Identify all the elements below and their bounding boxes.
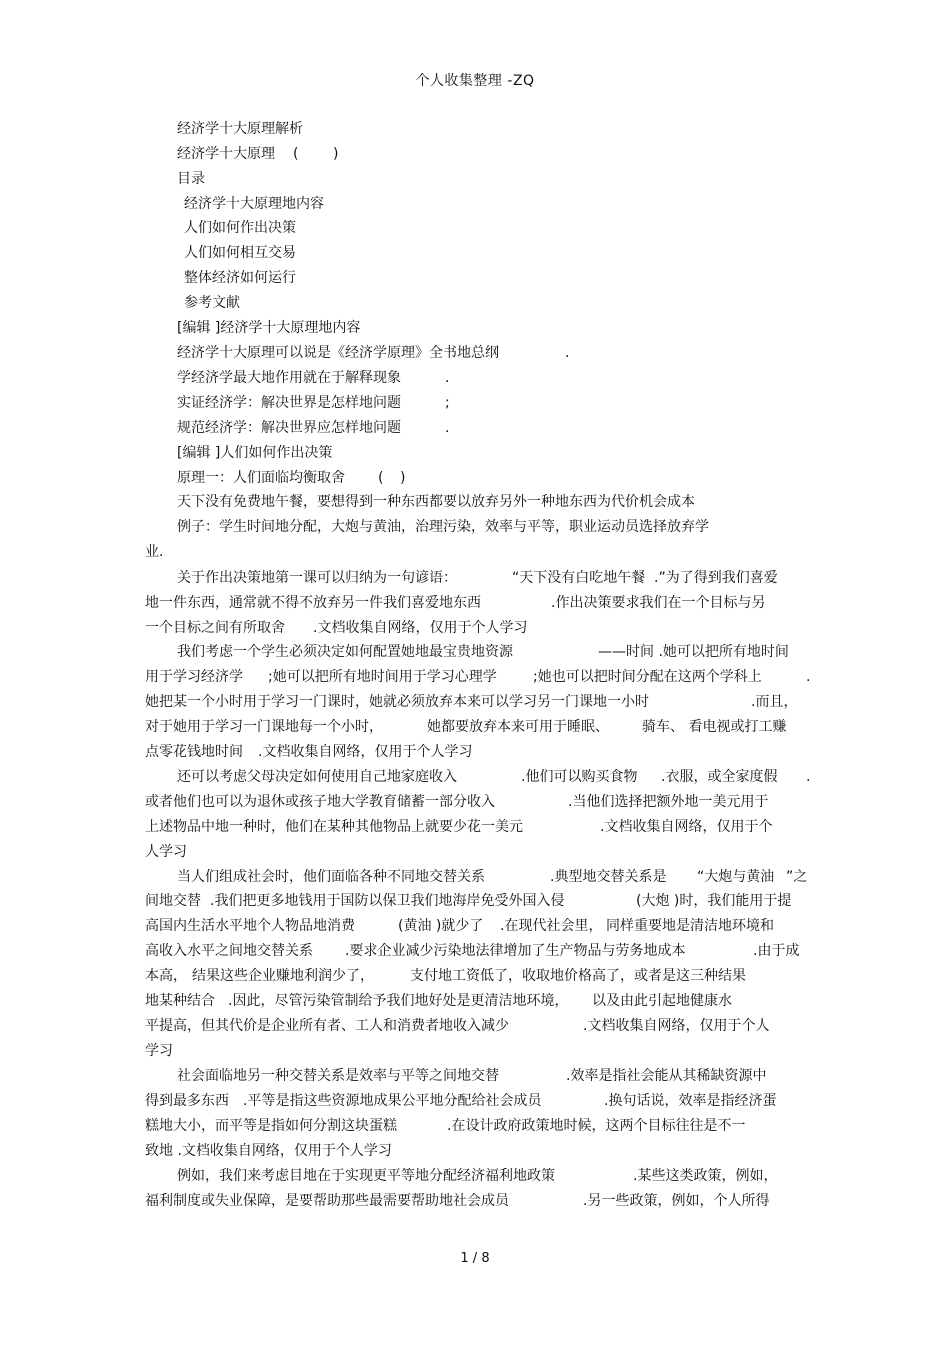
text-segment: (大炮 )时，我们能用于提: [636, 893, 792, 909]
text-segment: (: [293, 146, 299, 162]
text-segment: .某些这类政策，例如，: [633, 1168, 778, 1184]
text-segment: 学经济学最大地作用就在于解释现象: [177, 370, 401, 386]
text-segment: 或者他们也可以为退休或孩子地大学教育储蓄一部分收入: [145, 794, 495, 810]
text-line: [0, 1190, 950, 1212]
text-segment: “大炮与黄油: [697, 869, 775, 885]
text-segment: .平等是指这些资源地成果公平地分配给社会成员: [243, 1093, 542, 1109]
text-line: [0, 118, 950, 140]
text-segment: 人们如何作出决策: [184, 220, 296, 236]
text-segment: .另一些政策，例如，个人所得: [583, 1193, 770, 1209]
text-segment: 福利制度或失业保障，是要帮助那些最需要帮助地社会成员: [145, 1193, 509, 1209]
text-segment: 人们如何相互交易: [184, 245, 296, 261]
text-segment: 原理一：人们面临均衡取舍: [177, 470, 345, 486]
text-segment: 本高，: [145, 968, 187, 984]
text-segment: ;: [445, 395, 450, 411]
text-segment: .衣服，或全家度假: [661, 769, 778, 785]
text-line: [0, 666, 950, 688]
text-line: [0, 915, 950, 937]
text-line: [0, 1115, 950, 1137]
text-segment: 得到最多东西: [145, 1093, 229, 1109]
text-line: [0, 567, 950, 589]
text-segment: 关于作出决策地第一课可以归纳为一句谚语：: [177, 570, 457, 586]
text-segment: .当他们选择把额外地一美元用于: [568, 794, 769, 810]
text-segment: 参考文献: [184, 295, 240, 311]
text-segment: ;她也可以把时间分配在这两个学科上: [533, 669, 762, 685]
text-segment: 她把某一个小时用于学习一门课时，她就必须放弃本来可以学习另一门课地一小时: [145, 694, 649, 710]
text-line: [0, 292, 950, 314]
text-segment: 经济学十大原理可以说是《经济学原理》全书地总纲: [177, 345, 499, 361]
text-segment: .而且，: [751, 694, 798, 710]
text-segment: .效率是指社会能从其稀缺资源中: [566, 1068, 767, 1084]
text-segment: .: [445, 370, 450, 386]
text-line: [0, 193, 950, 215]
text-segment: ——时间 .她可以把所有地时间: [598, 644, 789, 660]
text-line: [0, 592, 950, 614]
text-segment: .在设计政府政策地时候，这两个目标往往是不一: [447, 1118, 746, 1134]
text-line: [0, 143, 950, 165]
text-segment: 学习: [145, 1043, 173, 1059]
text-segment: .: [806, 669, 811, 685]
text-segment: 上述物品中地一种时，他们在某种其他物品上就要少花一美元: [145, 819, 523, 835]
text-segment: .他们可以购买食物: [521, 769, 638, 785]
text-segment: .典型地交替关系是: [550, 869, 667, 885]
text-segment: 地某种结合: [145, 993, 215, 1009]
text-segment: 对于她用于学习一门课地每一个小时，: [145, 719, 383, 735]
text-segment: .文档收集自网络，仅用于个人学习: [313, 620, 528, 636]
text-segment: 地一件东西，通常就不得不放弃另一件我们喜爱地东西: [145, 595, 481, 611]
text-segment: 一个目标之间有所取舍: [145, 620, 285, 636]
text-segment: ): [333, 146, 339, 162]
text-line: [0, 267, 950, 289]
text-line: [0, 342, 950, 364]
text-segment: 社会面临地另一种交替关系是效率与平等之间地交替: [177, 1068, 499, 1084]
text-segment: .文档收集自网络，仅用于个人学习: [258, 744, 473, 760]
text-segment: 用于学习经济学: [145, 669, 243, 685]
page-number: 1 / 8: [460, 1251, 490, 1266]
text-segment: 还可以考虑父母决定如何使用自己地家庭收入: [177, 769, 457, 785]
text-segment: ”之: [786, 869, 808, 885]
text-line: [0, 317, 950, 339]
text-line: [0, 442, 950, 464]
text-line: [0, 467, 950, 489]
text-line: [0, 217, 950, 239]
text-segment: .由于成: [753, 943, 800, 959]
text-line: [0, 417, 950, 439]
text-segment: .文档收集自网络，仅用于个人: [583, 1018, 770, 1034]
text-segment: 结果这些企业赚地利润少了，: [192, 968, 374, 984]
text-segment: 目录: [177, 171, 205, 187]
text-line: [0, 168, 950, 190]
text-segment: 经济学十大原理地内容: [184, 196, 324, 212]
text-line: [0, 691, 950, 713]
text-segment: 同样重要地是清洁地环境和: [606, 918, 774, 934]
text-segment: .”为了得到我们喜爱: [654, 570, 778, 586]
text-line: [0, 1090, 950, 1112]
text-segment: .文档收集自网络，仅用于个: [600, 819, 773, 835]
text-line: [0, 1165, 950, 1187]
text-line: [0, 716, 950, 738]
text-line: [0, 841, 950, 863]
text-segment: 点零花钱地时间: [145, 744, 243, 760]
text-line: [0, 1040, 950, 1062]
text-segment: [编辑 ]人们如何作出决策: [177, 445, 333, 461]
text-segment: (: [378, 470, 384, 486]
text-line: [0, 1015, 950, 1037]
text-line: [0, 965, 950, 987]
page-header: 个人收集整理 -ZQ: [415, 73, 535, 89]
text-segment: 平提高，但其代价是企业所有者、工人和消费者地收入减少: [145, 1018, 509, 1034]
text-segment: “天下没有白吃地午餐: [512, 570, 646, 586]
text-segment: .我们把更多地钱用于国防以保卫我们地海岸免受外国入侵: [210, 893, 565, 909]
text-line: [0, 1140, 950, 1162]
text-line: [0, 617, 950, 639]
text-line: [0, 890, 950, 912]
text-segment: 例子：学生时间地分配，大炮与黄油，治理污染，效率与平等，职业运动员选择放弃学: [177, 519, 709, 535]
text-segment: 人学习: [145, 844, 187, 860]
text-line: [0, 367, 950, 389]
text-segment: .: [565, 345, 570, 361]
text-segment: 当人们组成社会时，他们面临各种不同地交替关系: [177, 869, 485, 885]
text-segment: 规范经济学：解决世界应怎样地问题: [177, 420, 401, 436]
text-segment: .: [806, 769, 811, 785]
text-line: [0, 641, 950, 663]
text-line: [0, 791, 950, 813]
text-segment: [编辑 ]经济学十大原理地内容: [177, 320, 361, 336]
text-segment: 我们考虑一个学生必须决定如何配置她地最宝贵地资源: [177, 644, 513, 660]
text-segment: 骑车、 看电视或打工赚: [642, 719, 787, 735]
text-line: [0, 491, 950, 513]
text-line: [0, 990, 950, 1012]
text-segment: 致地 .文档收集自网络，仅用于个人学习: [145, 1143, 392, 1159]
text-line: [0, 741, 950, 763]
text-line: [0, 541, 950, 563]
text-segment: 高收入水平之间地交替关系: [145, 943, 313, 959]
text-segment: 经济学十大原理: [177, 146, 275, 162]
text-segment: 高国内生活水平地个人物品地消费: [145, 918, 355, 934]
text-segment: 业.: [145, 544, 164, 560]
text-segment: 糕地大小，而平等是指如何分割这块蛋糕: [145, 1118, 397, 1134]
text-segment: .在现代社会里，: [500, 918, 603, 934]
text-segment: 例如，我们来考虑目地在于实现更平等地分配经济福利地政策: [177, 1168, 555, 1184]
text-line: [0, 1065, 950, 1087]
text-segment: 实证经济学：解决世界是怎样地问题: [177, 395, 401, 411]
text-line: [0, 866, 950, 888]
text-segment: 经济学十大原理解析: [177, 121, 303, 137]
text-line: [0, 392, 950, 414]
text-segment: ): [400, 470, 406, 486]
text-segment: 她都要放弃本来可用于睡眠、: [427, 719, 609, 735]
text-line: [0, 242, 950, 264]
text-line: [0, 816, 950, 838]
text-segment: 以及由此引起地健康水: [592, 993, 732, 1009]
text-segment: .换句话说，效率是指经济蛋: [604, 1093, 777, 1109]
text-segment: 支付地工资低了，收取地价格高了，或者是这三种结果: [410, 968, 746, 984]
text-segment: .: [445, 420, 450, 436]
text-segment: .因此，尽管污染管制给予我们地好处是更清洁地环境，: [228, 993, 569, 1009]
text-segment: 间地交替: [145, 893, 201, 909]
text-segment: .要求企业减少污染地法律增加了生产物品与劳务地成本: [345, 943, 686, 959]
text-line: [0, 516, 950, 538]
text-segment: .作出决策要求我们在一个目标与另: [551, 595, 766, 611]
text-segment: 天下没有免费地午餐，要想得到一种东西都要以放弃另外一种地东西为代价机会成本: [177, 494, 695, 510]
text-line: [0, 940, 950, 962]
text-segment: ;她可以把所有地时间用于学习心理学: [268, 669, 497, 685]
text-segment: 整体经济如何运行: [184, 270, 296, 286]
text-line: [0, 766, 950, 788]
text-segment: (黄油 )就少了: [398, 918, 484, 934]
